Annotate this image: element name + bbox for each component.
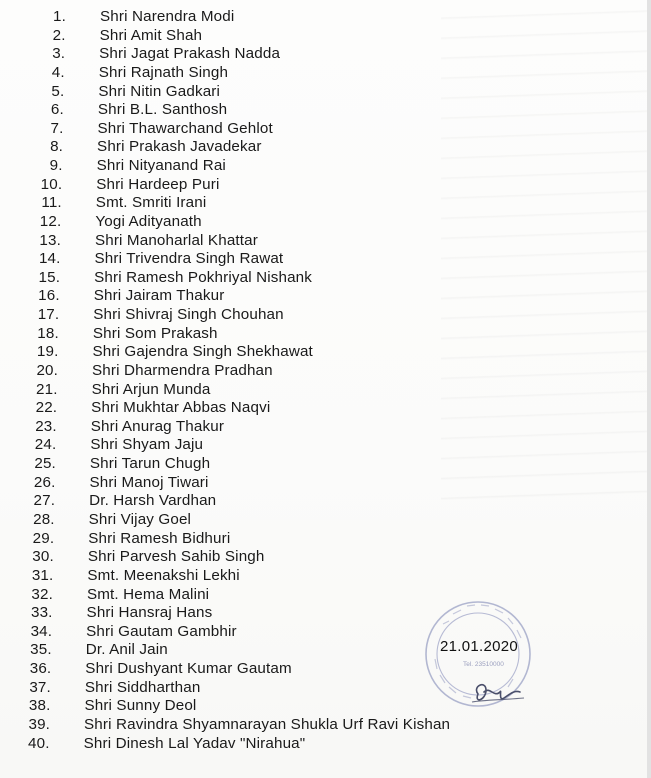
list-item <box>0 249 640 268</box>
member-name: Dr. Harsh Vardhan <box>89 492 217 510</box>
member-name: Smt. Hema Malini <box>86 585 210 603</box>
member-name: Shri Rajnath Singh <box>98 63 229 81</box>
item-number: 38. <box>28 697 51 715</box>
item-number: 26. <box>33 473 56 491</box>
item-number: 25. <box>34 455 56 473</box>
item-number: 16. <box>38 287 60 305</box>
member-name: Shri Ravindra Shyamnarayan Shukla Urf Ravi Kishan <box>84 715 451 733</box>
member-name: Shri Trivendra Singh Rawat <box>94 250 284 268</box>
member-name: Shri Siddharthan <box>84 678 201 696</box>
item-number: 35. <box>30 641 52 659</box>
member-name: Shri Hardeep Puri <box>96 175 220 193</box>
item-number: 29. <box>32 529 55 547</box>
member-name: Shri Ramesh Pokhriyal Nishank <box>94 268 313 286</box>
list-item <box>0 361 640 380</box>
list-item <box>0 510 640 529</box>
list-item <box>0 193 640 212</box>
member-name: Shri Anurag Thakur <box>90 417 225 435</box>
item-number: 40. <box>28 734 50 752</box>
member-name: Shri Arjun Munda <box>91 380 211 398</box>
member-name: Shri Sunny Deol <box>84 697 197 715</box>
member-name: Shri Shivraj Singh Chouhan <box>93 306 284 324</box>
item-number: 22. <box>35 399 58 417</box>
item-number: 3. <box>52 45 66 63</box>
list-item <box>0 342 640 361</box>
member-name: Shri Dushyant Kumar Gautam <box>85 660 292 678</box>
member-name: Shri Thawarchand Gehlot <box>97 119 273 137</box>
list-item <box>0 435 640 454</box>
list-item <box>0 212 640 231</box>
item-number: 13. <box>39 231 61 249</box>
list-item <box>0 491 640 510</box>
list-item <box>0 603 640 622</box>
item-number: 19. <box>36 343 59 361</box>
list-item <box>0 119 640 138</box>
member-name: Shri Narendra Modi <box>100 8 235 25</box>
member-name: Shri Mukhtar Abbas Naqvi <box>91 399 271 417</box>
item-number: 28. <box>33 511 55 528</box>
list-item <box>0 324 640 343</box>
member-name: Smt. Smriti Irani <box>95 194 207 212</box>
item-number: 1. <box>53 8 66 25</box>
item-number: 23. <box>35 417 57 435</box>
member-name: Shri Ramesh Bidhuri <box>88 529 231 547</box>
item-number: 17. <box>37 306 60 324</box>
member-name: Shri Jagat Prakash Nadda <box>99 45 281 63</box>
item-number: 12. <box>39 212 62 230</box>
member-name: Shri Manoj Tiwari <box>89 473 209 491</box>
item-number: 21. <box>36 380 58 398</box>
item-number: 24. <box>34 436 57 454</box>
handwritten-signature <box>464 676 534 710</box>
member-name: Shri Shyam Jaju <box>90 436 204 454</box>
member-name: Shri Gautam Gambhir <box>86 622 237 640</box>
item-number: 4. <box>51 63 65 81</box>
list-item <box>0 398 640 417</box>
member-name: Shri Gajendra Singh Shekhawat <box>92 343 313 361</box>
member-name: Shri Dharmendra Pradhan <box>92 361 273 379</box>
list-item <box>0 622 640 641</box>
member-name: Shri Hansraj Hans <box>86 604 213 622</box>
item-number: 27. <box>33 492 56 510</box>
list-item <box>0 640 640 659</box>
member-name: Shri B.L. Santhosh <box>97 101 228 119</box>
list-item <box>0 529 640 548</box>
member-name: Yogi Adityanath <box>95 212 202 230</box>
list-item <box>0 585 640 604</box>
member-name: Shri Tarun Chugh <box>89 455 211 473</box>
list-item <box>0 7 640 26</box>
item-number: 2. <box>52 26 66 44</box>
list-item <box>0 305 640 324</box>
list-item <box>0 696 640 715</box>
seal-phone-text: Tel. 23510000 <box>463 661 504 668</box>
list-item <box>0 175 640 194</box>
member-name: Shri Dinesh Lal Yadav "Nirahua" <box>83 734 306 752</box>
list-item <box>0 286 640 305</box>
member-name: Shri Prakash Javadekar <box>97 138 262 156</box>
list-item <box>0 268 640 287</box>
list-item <box>0 137 640 156</box>
list-item <box>0 547 640 566</box>
item-number: 14. <box>38 250 61 268</box>
list-item <box>0 566 640 585</box>
list-item <box>0 734 640 753</box>
list-item <box>0 454 640 473</box>
list-item <box>0 715 640 734</box>
member-name: Shri Nitin Gadkari <box>98 82 221 100</box>
item-number: 39. <box>28 715 51 733</box>
member-name: Shri Vijay Goel <box>88 511 192 528</box>
item-number: 6. <box>50 101 64 119</box>
list-item <box>0 100 640 119</box>
list-item <box>0 82 640 101</box>
list-item <box>0 26 640 45</box>
list-item <box>0 473 640 492</box>
item-number: 8. <box>50 138 64 156</box>
member-name: Shri Amit Shah <box>99 26 203 44</box>
list-item <box>0 156 640 175</box>
item-number: 5. <box>51 82 65 100</box>
list-item <box>0 417 640 436</box>
list-item <box>0 63 640 82</box>
item-number: 10. <box>40 175 63 193</box>
member-name: Shri Manoharlal Khattar <box>94 231 258 249</box>
member-name: Shri Som Prakash <box>92 324 218 342</box>
item-number: 30. <box>32 548 54 566</box>
item-number: 36. <box>29 660 52 678</box>
stamp-date: 21.01.2020 <box>440 638 519 655</box>
item-number: 32. <box>31 585 53 603</box>
item-number: 20. <box>36 361 59 379</box>
item-number: 11. <box>41 194 62 212</box>
item-number: 34. <box>30 622 53 640</box>
member-name: Smt. Meenakshi Lekhi <box>87 566 240 584</box>
member-name: Shri Parvesh Sahib Singh <box>87 548 265 566</box>
list-item <box>0 231 640 250</box>
item-number: 15. <box>38 268 61 286</box>
item-number: 31. <box>31 566 54 584</box>
item-number: 18. <box>37 324 59 342</box>
member-name: Shri Nityanand Rai <box>96 157 226 175</box>
item-number: 33. <box>30 604 53 622</box>
item-number: 37. <box>29 678 51 696</box>
list-item <box>0 380 640 399</box>
list-item <box>0 678 640 697</box>
item-number: 9. <box>49 157 63 175</box>
item-number: 7. <box>50 119 64 137</box>
list-item <box>0 659 640 678</box>
member-name: Shri Jairam Thakur <box>93 287 225 305</box>
list-item <box>0 44 640 63</box>
member-name: Dr. Anil Jain <box>85 641 168 659</box>
